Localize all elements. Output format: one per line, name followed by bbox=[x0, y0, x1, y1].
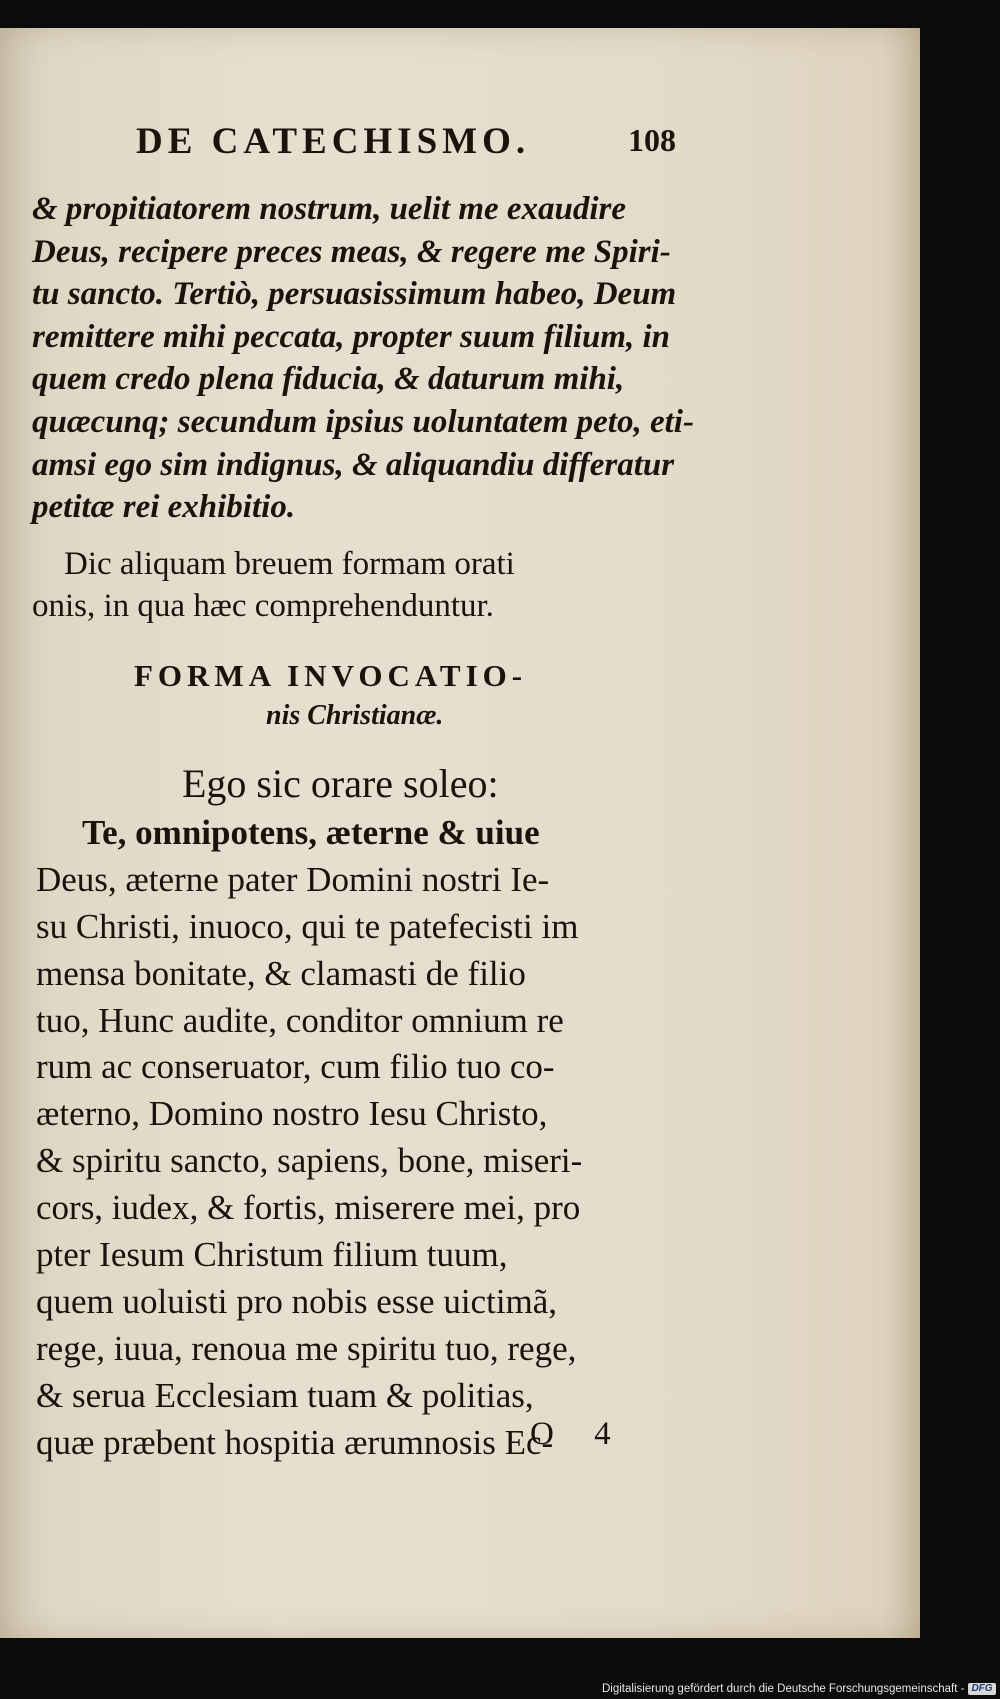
text-line: Dic aliquam breuem formam orati bbox=[64, 546, 515, 582]
prayer-intro: Ego sic orare soleo: bbox=[182, 761, 499, 806]
text-line: quem uoluisti pro nobis esse uictimã, bbox=[36, 1281, 558, 1321]
italic-answer-paragraph bbox=[32, 188, 692, 529]
text-line: onis, in qua hæc comprehenduntur. bbox=[32, 588, 494, 624]
text-line: cors, iudex, & fortis, miserere mei, pro bbox=[36, 1188, 581, 1228]
digitization-credit bbox=[602, 1681, 996, 1697]
prayer-paragraph bbox=[36, 810, 736, 1466]
page-header bbox=[136, 120, 676, 180]
section-title-line: nis Christianæ. bbox=[266, 700, 444, 731]
text-line: & serua Ecclesiam tuam & politias, bbox=[36, 1375, 534, 1415]
section-title-line: FORMA INVOCATIO- bbox=[134, 658, 528, 693]
text-line: tuo, Hunc audite, conditor omnium re bbox=[36, 1000, 564, 1040]
book-page bbox=[0, 28, 920, 1638]
section-title bbox=[134, 656, 654, 736]
text-line: quem credo plena fiducia, & daturum mihi, bbox=[32, 361, 625, 398]
text-line: æterno, Domino nostro Iesu Christo, bbox=[36, 1094, 548, 1134]
question-paragraph bbox=[32, 543, 692, 627]
text-line: Deus, recipere preces meas, & regere me Spiri- bbox=[32, 233, 671, 270]
text-line: & propitiatorem nostrum, uelit me exaudire bbox=[32, 191, 627, 227]
running-head: DE CATECHISMO. bbox=[136, 121, 531, 162]
text-line: Deus, æterne pater Domini nostri Ie- bbox=[36, 859, 550, 899]
page-number: 108 bbox=[628, 122, 676, 158]
signature-mark: O 4 bbox=[530, 1416, 627, 1452]
text-line: Te, omnipotens, æterne & uiue bbox=[82, 813, 540, 852]
text-line: remittere mihi peccata, propter suum filium, in bbox=[32, 318, 671, 355]
text-line: & spiritu sancto, sapiens, bone, miseri- bbox=[36, 1141, 583, 1181]
text-line: rum ac conseruator, cum filio tuo co- bbox=[36, 1047, 555, 1087]
text-line: quæcunq; secundum ipsius uoluntatem peto, eti- bbox=[32, 403, 694, 440]
text-line: rege, iuua, renoua me spiritu tuo, rege, bbox=[36, 1328, 577, 1368]
text-line: quæ præbent hospitia ærumnosis Ec- bbox=[36, 1422, 554, 1462]
text-line: petitæ rei exhibitio. bbox=[32, 489, 296, 526]
text-line: pter Iesum Christum filium tuum, bbox=[36, 1235, 508, 1275]
text-line: amsi ego sim indignus, & aliquandiu differatur bbox=[32, 446, 675, 483]
text-line: mensa bonitate, & clamasti de filio bbox=[36, 953, 526, 993]
dfg-logo: DFG bbox=[968, 1683, 995, 1695]
text-line: su Christi, inuoco, qui te patefecisti im bbox=[36, 906, 579, 946]
credit-text: Digitalisierung gefördert durch die Deutsche Forschungsgemeinschaft - bbox=[602, 1683, 965, 1695]
text-line: tu sancto. Tertiò, persuasissimum habeo, Deum bbox=[32, 276, 677, 313]
